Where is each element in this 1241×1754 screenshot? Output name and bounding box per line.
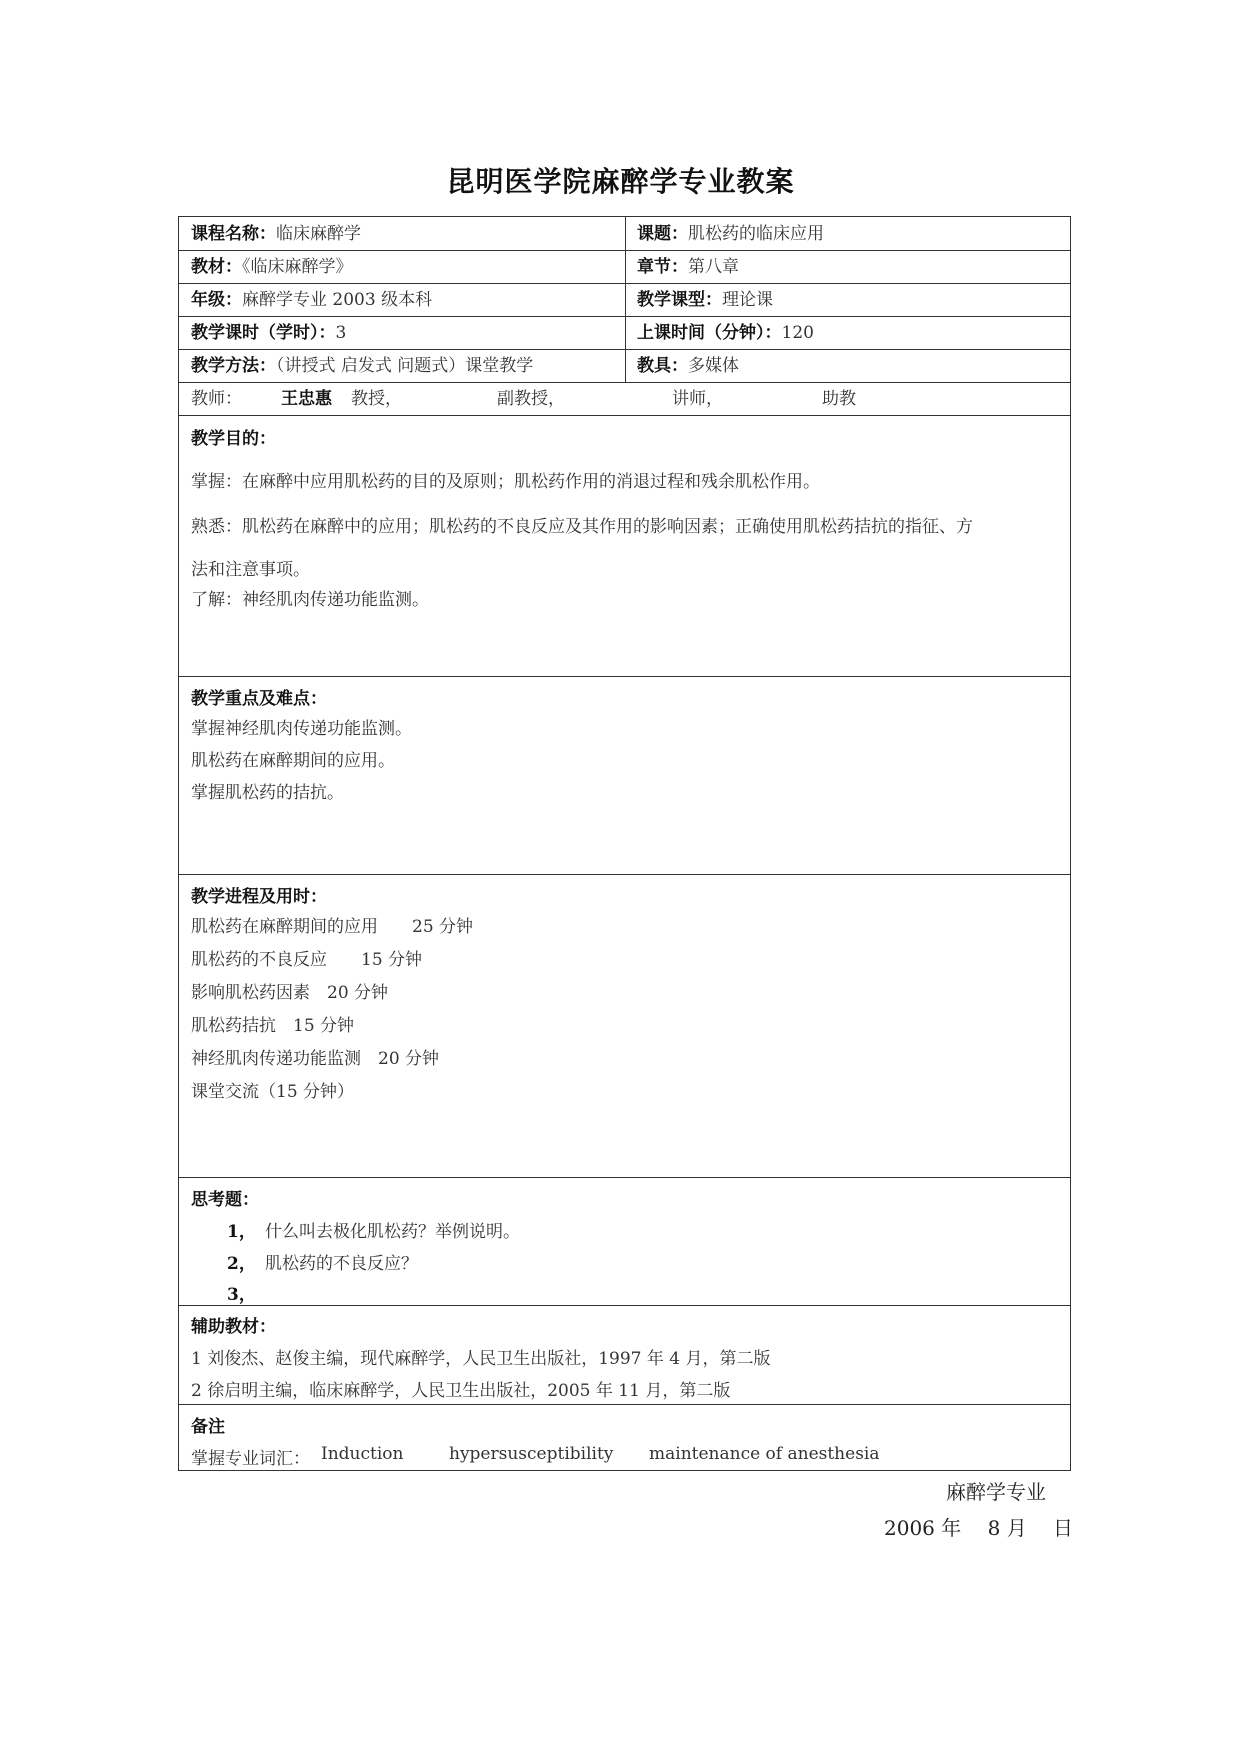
department-signature: 麻醉学专业	[946, 1480, 1046, 1504]
course-name-cell	[191, 224, 361, 244]
question-number: 2，	[227, 1254, 256, 1274]
grade-value: 麻醉学专业 2003 级本科	[242, 290, 433, 310]
lesson-type-cell	[637, 290, 773, 310]
topic-value: 肌松药的临床应用	[688, 224, 824, 244]
schedule-line: 肌松药的不良反应 15 分钟	[191, 950, 423, 970]
question-text: 什么叫去极化肌松药？举例说明。	[265, 1222, 520, 1242]
objective-line: 掌握：在麻醉中应用肌松药的目的及原则；肌松药作用的消退过程和残余肌松作用。	[191, 472, 820, 492]
question-number: 3，	[227, 1285, 256, 1305]
course-name-value: 临床麻醉学	[276, 224, 361, 244]
question-number: 1，	[227, 1222, 256, 1242]
title-lecturer: 讲师，	[672, 389, 723, 409]
row-divider	[179, 415, 1070, 416]
row-divider	[179, 1305, 1070, 1306]
row-divider	[179, 676, 1070, 677]
textbook-label: 教材：	[191, 257, 242, 277]
lesson-type-value: 理论课	[722, 290, 773, 310]
schedule-line: 肌松药在麻醉期间的应用 25 分钟	[191, 917, 474, 937]
topic-cell	[637, 224, 824, 244]
key-point-line: 掌握神经肌肉传递功能监测。	[191, 719, 412, 739]
schedule-line: 肌松药拮抗 15 分钟	[191, 1016, 355, 1036]
lesson-plan-table	[178, 216, 1071, 1471]
vocabulary-prefix: 掌握专业词汇：	[191, 1449, 310, 1469]
chapter-cell	[637, 257, 739, 277]
schedule-line: 影响肌松药因素 20 分钟	[191, 983, 389, 1003]
textbook-cell	[191, 257, 353, 277]
objective-line: 法和注意事项。	[191, 560, 310, 580]
date-line: 2006 年 8 月 日	[884, 1516, 1074, 1540]
grade-label: 年级：	[191, 290, 242, 310]
objective-line: 熟悉：肌松药在麻醉中的应用；肌松药的不良反应及其作用的影响因素；正确使用肌松药拮抗的指征、方	[191, 517, 973, 537]
column-divider	[625, 217, 626, 382]
key-points-title: 教学重点及难点：	[191, 689, 327, 709]
teacher-name: 王忠惠	[281, 389, 332, 409]
class-hours-cell	[191, 323, 346, 343]
vocabulary-term: Induction	[321, 1444, 404, 1464]
question-item	[227, 1280, 265, 1305]
teaching-aid-value: 多媒体	[688, 356, 739, 376]
method-value: （讲授式 启发式 问题式）课堂教学	[276, 356, 534, 376]
objective-line: 了解：神经肌肉传递功能监测。	[191, 590, 429, 610]
question-item	[227, 1217, 520, 1242]
remarks-title: 备注	[191, 1417, 225, 1437]
teaching-aid-label: 教具：	[637, 356, 688, 376]
chapter-value: 第八章	[688, 257, 739, 277]
schedule-line: 课堂交流（15 分钟）	[191, 1082, 355, 1102]
key-point-line: 掌握肌松药的拮抗。	[191, 783, 344, 803]
row-divider	[179, 1177, 1070, 1178]
teaching-aid-cell	[637, 356, 739, 376]
class-hours-value: 3	[335, 323, 347, 343]
class-minutes-label: 上课时间（分钟）：	[637, 323, 782, 343]
reference-line: 1 刘俊杰、赵俊主编，现代麻醉学，人民卫生出版社，1997 年 4 月，第二版	[191, 1349, 771, 1369]
course-name-label: 课程名称：	[191, 224, 276, 244]
title-professor: 教授，	[351, 389, 402, 409]
schedule-title: 教学进程及用时：	[191, 887, 327, 907]
teacher-label: 教师：	[191, 389, 242, 409]
objectives-title: 教学目的：	[191, 429, 276, 449]
class-minutes-cell	[637, 323, 814, 343]
vocabulary-term: maintenance of anesthesia	[649, 1444, 880, 1464]
references-title: 辅助教材：	[191, 1317, 276, 1337]
class-minutes-value: 120	[781, 323, 814, 343]
grade-cell	[191, 290, 432, 310]
reference-line: 2 徐启明主编，临床麻醉学，人民卫生出版社，2005 年 11 月，第二版	[191, 1381, 731, 1401]
row-divider	[179, 1404, 1070, 1405]
method-cell	[191, 356, 533, 376]
questions-title: 思考题：	[191, 1190, 259, 1210]
title-assistant: 助教	[822, 389, 856, 409]
row-divider	[179, 382, 1070, 383]
vocabulary-term: hypersusceptibility	[449, 1444, 614, 1464]
topic-label: 课题：	[637, 224, 688, 244]
question-item	[227, 1249, 418, 1274]
key-point-line: 肌松药在麻醉期间的应用。	[191, 751, 395, 771]
class-hours-label: 教学课时（学时）：	[191, 323, 336, 343]
chapter-label: 章节：	[637, 257, 688, 277]
lesson-type-label: 教学课型：	[637, 290, 722, 310]
title-associate-professor: 副教授，	[497, 389, 565, 409]
question-text: 肌松药的不良反应？	[265, 1254, 418, 1274]
page-title: 昆明医学院麻醉学专业教案	[446, 165, 795, 198]
textbook-value: 《临床麻醉学》	[242, 257, 353, 277]
row-divider	[179, 874, 1070, 875]
method-label: 教学方法：	[191, 356, 276, 376]
schedule-line: 神经肌肉传递功能监测 20 分钟	[191, 1049, 440, 1069]
